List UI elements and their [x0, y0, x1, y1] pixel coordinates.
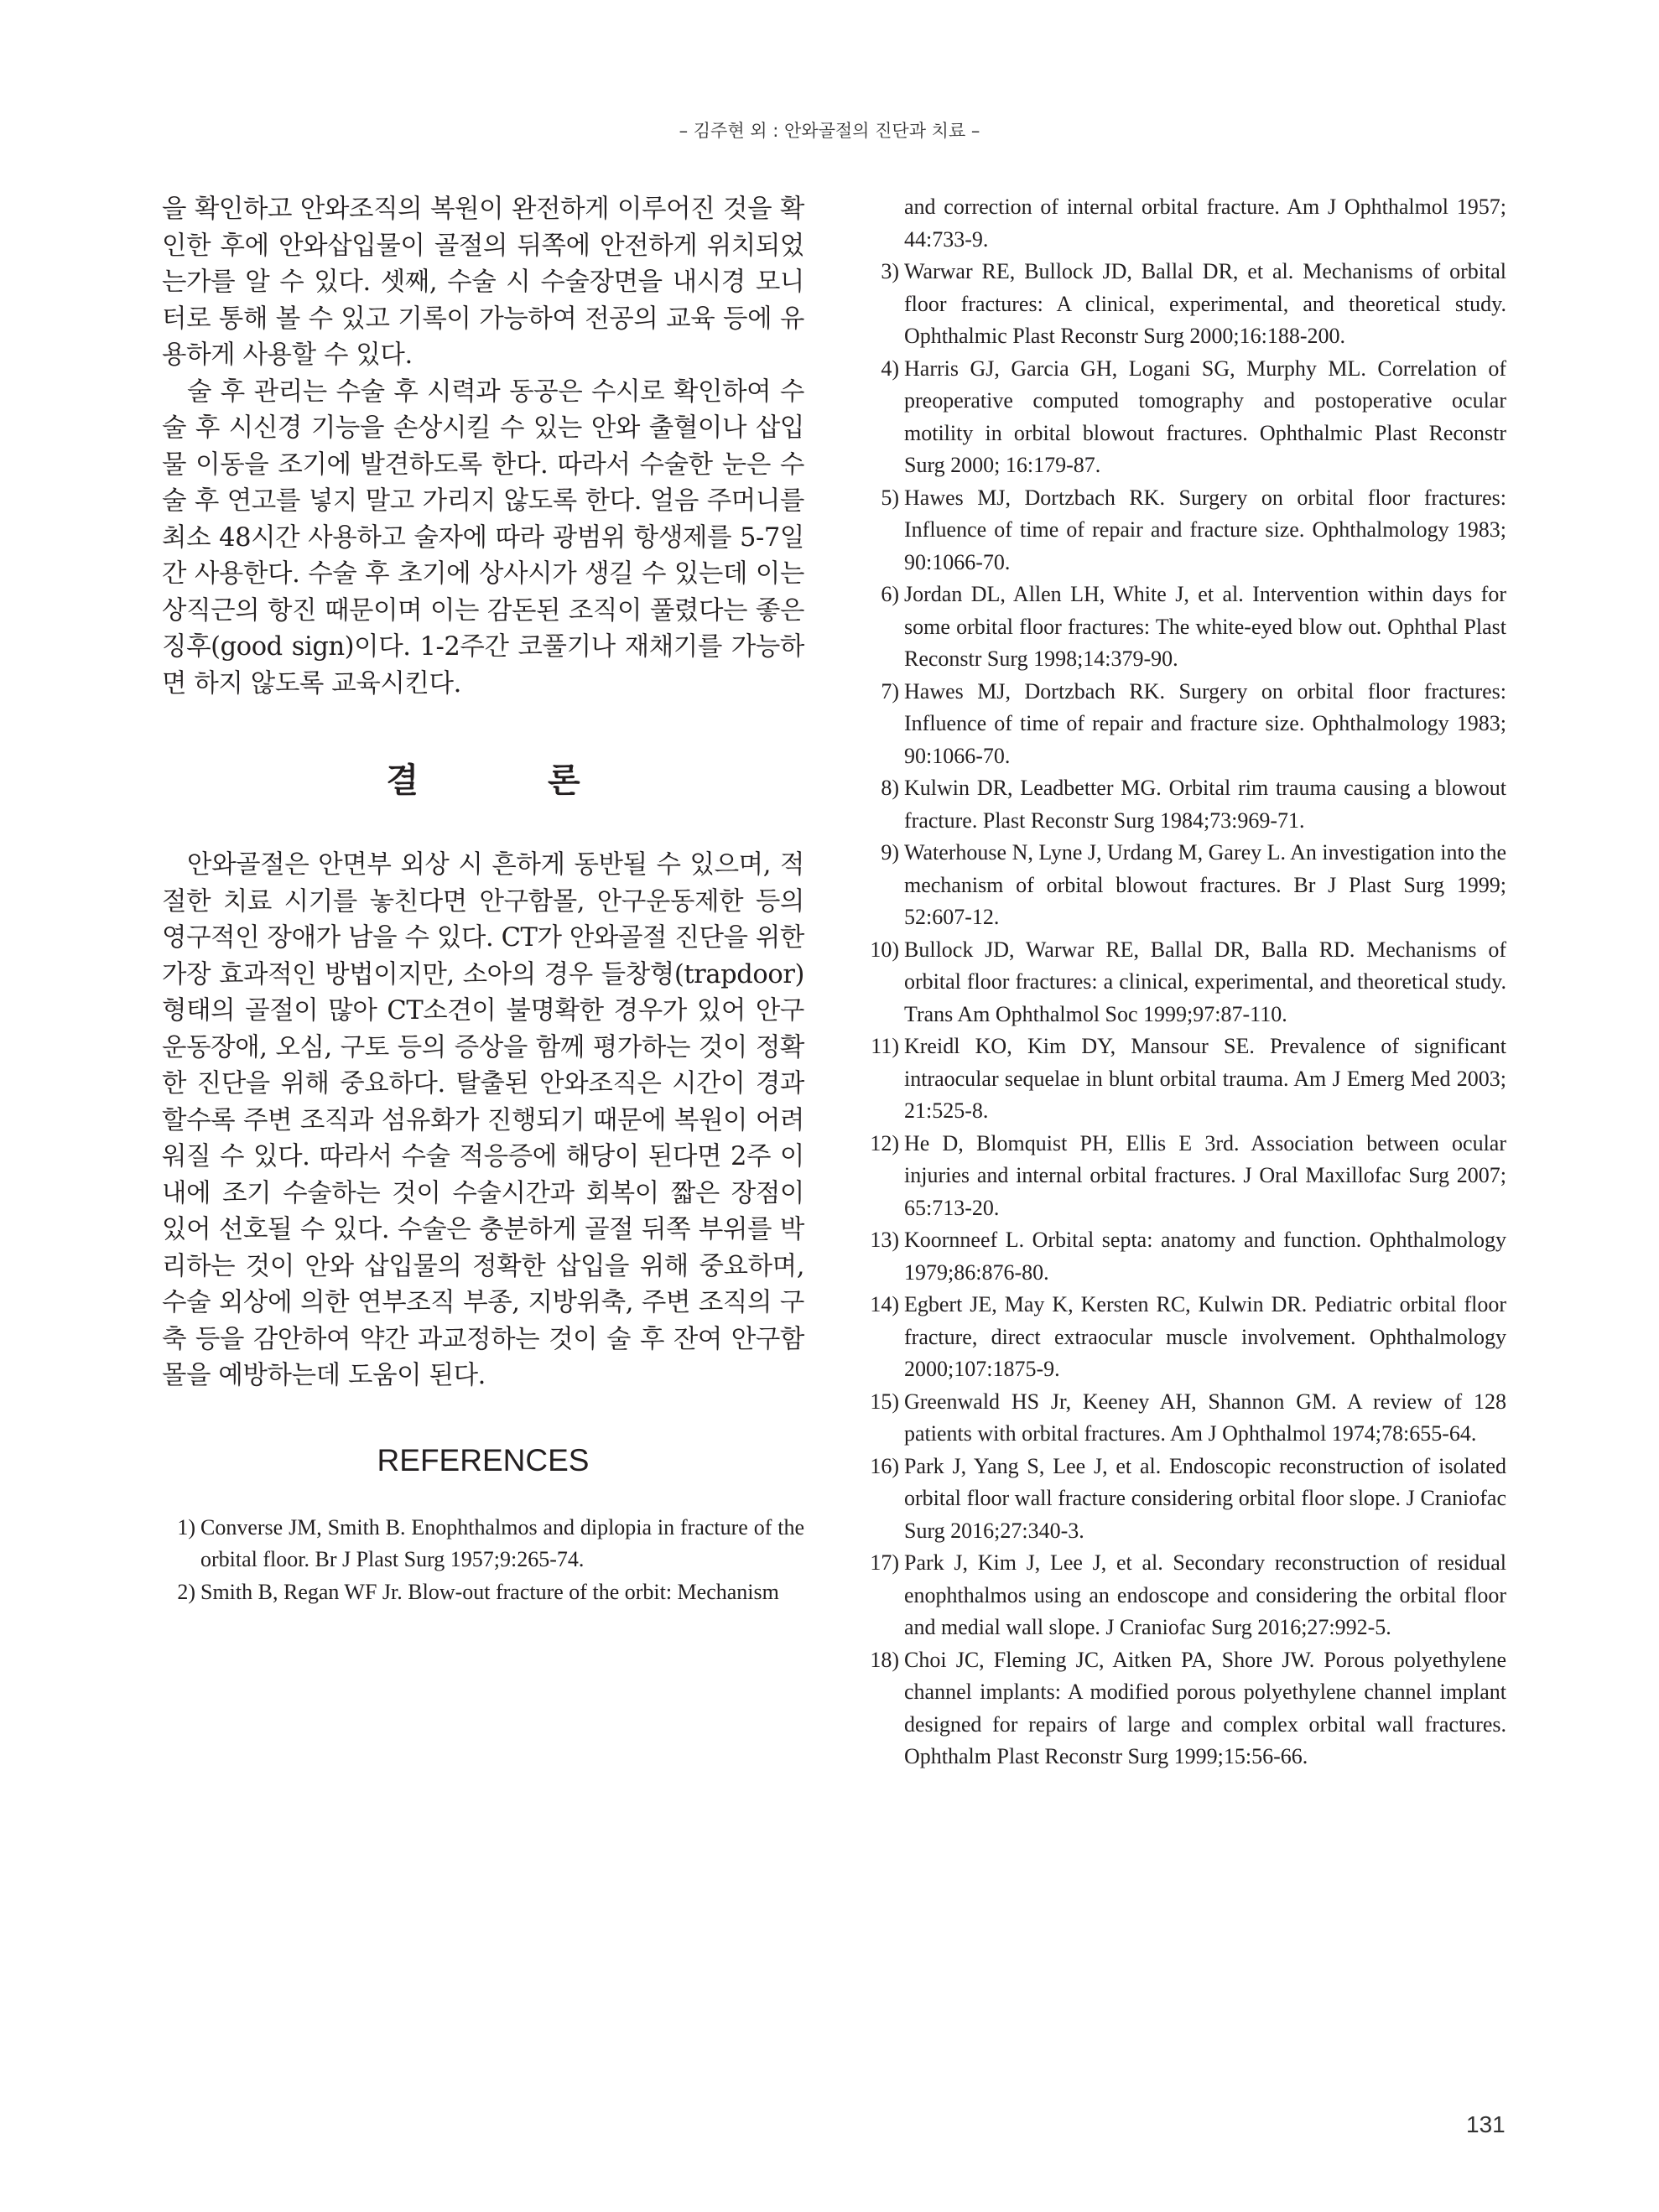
reference-number: 15): [870, 1389, 899, 1414]
reference-item: [866, 676, 1506, 773]
left-column: [162, 191, 804, 1608]
reference-number: 6): [881, 582, 899, 606]
reference-item: [866, 1289, 1506, 1386]
reference-text: Kreidl KO, Kim DY, Mansour SE. Prevalence of significant intraocular sequelae in blunt orbital trauma. Am J Emerg Med 2003; 21:525-8.: [904, 1034, 1506, 1123]
reference-number: 10): [870, 937, 899, 962]
reference-text: Bullock JD, Warwar RE, Ballal DR, Balla RD. Mechanisms of orbital floor fractures: a clinical, experimental, and theoretical study. Trans Am Ophthalmol Soc 1999;97:87-110.: [904, 937, 1506, 1026]
reference-text: Park J, Yang S, Lee J, et al. Endoscopic reconstruction of isolated orbital floor wall fracture considering orbital floor slope. J Craniofac Surg 2016;27:340-3.: [904, 1453, 1506, 1543]
reference-number: 3): [881, 259, 899, 283]
reference-list-left: [162, 1512, 804, 1609]
reference-number: 8): [881, 776, 899, 800]
reference-item: [866, 1386, 1506, 1451]
reference-item: [866, 1128, 1506, 1225]
reference-text: He D, Blomquist PH, Ellis E 3rd. Association between ocular injuries and internal orbital fractures. J Oral Maxillofac Surg 2007; 65:713-20.: [904, 1130, 1506, 1220]
reference-text: Kulwin DR, Leadbetter MG. Orbital rim trauma causing a blowout fracture. Plast Reconstr Surg 1984;73:969-71.: [904, 776, 1506, 833]
conclusion-heading: 결 론: [386, 761, 639, 800]
reference-number: 9): [881, 840, 899, 865]
references-heading: REFERENCES: [377, 1442, 590, 1477]
reference-text: Choi JC, Fleming JC, Aitken PA, Shore JW. Porous polyethylene channel implants: A modified porous polyethylene channel implant designed for repairs of large and complex orbital wall fractures. Ophthalm Plast Reconstr Surg 1999;15:56-66.: [904, 1647, 1506, 1768]
reference-item: [162, 1576, 804, 1609]
body-paragraph: 술 후 관리는 수술 후 시력과 동공은 수시로 확인하여 수술 후 시신경 기능을 손상시킬 수 있는 안와 출혈이나 삽입물 이동을 조기에 발견하도록 한다. 따라서 수술한 눈은 수술 후 연고를 넣지 말고 가리지 않도록 한다. 얼음 주머니를 최소 48시간 사용하고 술자에 따라 광범위 항생제를 5-7일간 사용한다. 수술 후 초기에 상사시가 생길 수 있는데 이는 상직근의 항진 때문이며 이는 감돈된 조직이 풀렸다는 좋은 징후(good sign)이다. 1-2주간 코풀기나 재채기를 가능하면 하지 않도록 교육시킨다.: [162, 376, 804, 698]
reference-item: [162, 1512, 804, 1576]
reference-item: [866, 256, 1506, 353]
reference-text: Hawes MJ, Dortzbach RK. Surgery on orbital floor fractures: Influence of time of repair and fracture size. Ophthalmology 1983; 90:1066-70.: [904, 485, 1506, 574]
reference-text: Hawes MJ, Dortzbach RK. Surgery on orbital floor fractures: Influence of time of repair and fracture size. Ophthalmology 1983; 90:1066-70.: [904, 678, 1506, 768]
reference-item: [866, 579, 1506, 676]
reference-number: 14): [870, 1292, 899, 1316]
reference-item: [866, 1644, 1506, 1773]
reference-number: 18): [870, 1647, 899, 1672]
reference-number: 11): [871, 1034, 899, 1058]
reference-item: [866, 353, 1506, 482]
reference-number: 7): [881, 678, 899, 704]
conclusion-paragraph: 안와골절은 안면부 외상 시 흔하게 동반될 수 있으며, 적절한 치료 시기를 놓친다면 안구함몰, 안구운동제한 등의 영구적인 장애가 남을 수 있다. CT가 안와골절 진단을 위한 가장 효과적인 방법이지만, 소아의 경우 들창형(trapdoor)형태의 골절이 많아 CT소견이 불명확한 경우가 있어 안구운동장애, 오심, 구토 등의 증상을 함께 평가하는 것이 정확한 진단을 위해 중요하다. 탈출된 안와조직은 시간이 경과할수록 주변 조직과 섬유화가 진행되기 때문에 복원이 어려워질 수 있다. 따라서 수술 적응증에 해당이 된다면 2주 이내에 조기 수술하는 것이 수술시간과 회복이 짧은 장점이 있어 선호될 수 있다. 수술은 충분하게 골절 뒤쪽 부위를 박리하는 것이 안와 삽입물의 정확한 삽입을 위해 중요하며, 수술 외상에 의한 연부조직 부종, 지방위축, 주변 조직의 구축 등을 감안하여 약간 과교정하는 것이 술 후 잔여 안구함몰을 예방하는데 도움이 된다.: [162, 850, 804, 1390]
reference-text: Koornneef L. Orbital septa: anatomy and function. Ophthalmology 1979;86:876-80.: [904, 1228, 1506, 1285]
reference-item: [866, 1547, 1506, 1644]
reference-item: [866, 934, 1506, 1031]
reference-item: [866, 837, 1506, 934]
reference-text: Park J, Kim J, Lee J, et al. Secondary reconstruction of residual enophthalmos using an endoscope and considering the orbital floor and medial wall slope. J Craniofac Surg 2016;27:992-5.: [904, 1550, 1506, 1639]
reference-number: 1): [177, 1514, 195, 1540]
reference-item: [866, 772, 1506, 837]
reference-number: 13): [870, 1228, 899, 1252]
reference-text: Jordan DL, Allen LH, White J, et al. Intervention within days for some orbital floor fractures: The white-eyed blow out. Ophthal Plast Reconstr Surg 1998;14:379-90.: [904, 582, 1506, 671]
reference-number: 5): [881, 485, 899, 510]
reference-text: Smith B, Regan WF Jr. Blow-out fracture of the orbit: Mechanism: [200, 1579, 779, 1604]
reference-text: Egbert JE, May K, Kersten RC, Kulwin DR. Pediatric orbital floor fracture, direct extraocular muscle involvement. Ophthalmology 2000;107:1875-9.: [904, 1292, 1506, 1381]
reference-item: [866, 482, 1506, 579]
reference-text: Waterhouse N, Lyne J, Urdang M, Garey L. An investigation into the mechanism of orbital blowout fractures. Br J Plast Surg 1999; 52:607-12.: [904, 840, 1506, 929]
reference-list-right: [866, 256, 1506, 1773]
reference-number: 16): [870, 1453, 899, 1478]
reference-continuation: and correction of internal orbital fracture. Am J Ophthalmol 1957; 44:733-9.: [904, 195, 1506, 252]
reference-number: 2): [177, 1579, 195, 1604]
reference-number: 4): [881, 356, 899, 381]
reference-number: 12): [870, 1130, 899, 1155]
reference-text: Greenwald HS Jr, Keeney AH, Shannon GM. A review of 128 patients with orbital fractures. Am J Ophthalmol 1974;78:655-64.: [904, 1389, 1506, 1446]
right-column: [866, 191, 1506, 1773]
reference-item: [866, 1451, 1506, 1548]
body-paragraph: 을 확인하고 안와조직의 복원이 완전하게 이루어진 것을 확인한 후에 안와삽입물이 골절의 뒤쪽에 안전하게 위치되었는가를 알 수 있다. 셋째, 수술 시 수술장면을 내시경 모니터로 통해 볼 수 있고 기록이 가능하여 전공의 교육 등에 유용하게 사용할 수 있다.: [162, 195, 804, 370]
reference-number: 17): [870, 1550, 899, 1575]
reference-text: Harris GJ, Garcia GH, Logani SG, Murphy ML. Correlation of preoperative computed tomography and postoperative ocular motility in orbital blowout fractures. Ophthalmic Plast Reconstr Surg 2000; 16:179-87.: [904, 356, 1506, 477]
reference-text: Warwar RE, Bullock JD, Ballal DR, et al. Mechanisms of orbital floor fractures: A clinical, experimental, and theoretical study. Ophthalmic Plast Reconstr Surg 2000;16:188-200.: [904, 259, 1506, 348]
running-head: – 김주현 외 : 안와골절의 진단과 치료 –: [679, 121, 980, 141]
reference-text: Converse JM, Smith B. Enophthalmos and diplopia in fracture of the orbital floor. Br J Plast Surg 1957;9:265-74.: [200, 1514, 804, 1571]
reference-item: [866, 1224, 1506, 1289]
page-number: 131: [1466, 2111, 1506, 2137]
reference-item: [866, 1031, 1506, 1128]
